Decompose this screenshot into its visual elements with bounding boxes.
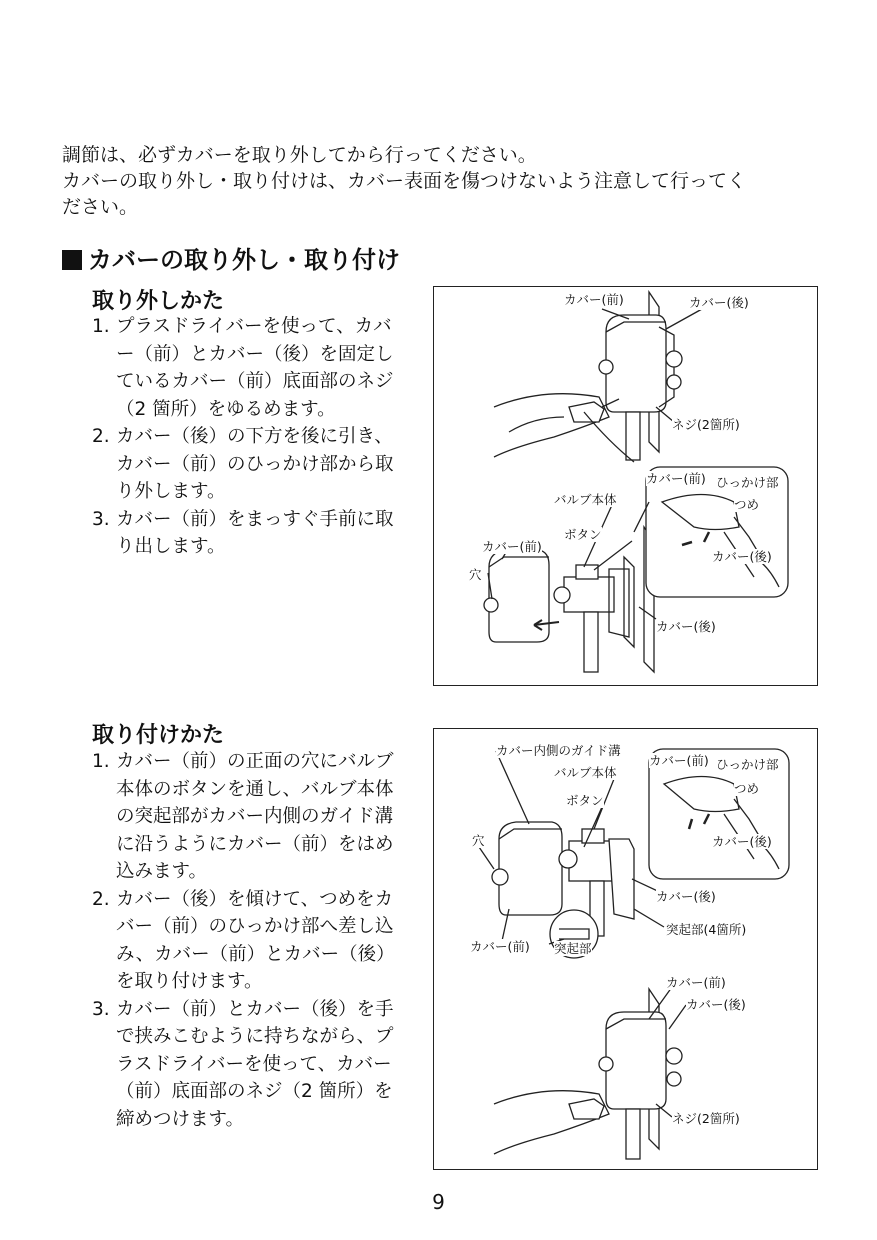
label-inset-cover-front: カバー(前) — [649, 753, 709, 768]
label-button: ボタン — [566, 793, 604, 808]
label-cover-front: カバー(前) — [564, 292, 624, 307]
label-hook: ひっかけ部 — [716, 475, 779, 490]
step-text: カバー（前）とカバー（後）を手で挟みこむように持ちながら、プラスドライバーを使って、カバー（前）底面部のネジ（2 箇所）を締めつけます。 — [116, 998, 394, 1130]
intro-line-2: カバーの取り外し・取り付けは、カバー表面を傷つけないよう注意して行ってく — [62, 170, 747, 192]
label-cover-front-left: カバー(前) — [482, 539, 542, 554]
section-title-text: カバーの取り外し・取り付け — [88, 246, 400, 274]
label-protrusion: 突起部 — [554, 941, 592, 956]
label-hook: ひっかけ部 — [716, 757, 779, 772]
label-claw: つめ — [734, 781, 760, 796]
label-cover-front-bottom: カバー(前) — [666, 975, 726, 990]
install-heading: 取り付けかた — [92, 723, 225, 748]
removal-step-1 — [92, 313, 408, 423]
label-hole: 穴 — [472, 833, 485, 848]
label-claw: つめ — [734, 497, 760, 512]
label-cover-back: カバー(後) — [689, 295, 749, 310]
label-valve-body: バルブ本体 — [554, 492, 617, 507]
label-screw: ネジ(2箇所) — [672, 1111, 740, 1126]
intro-text — [62, 142, 832, 220]
label-button: ボタン — [564, 527, 602, 542]
removal-step-3 — [92, 506, 408, 561]
install-step-1 — [92, 748, 408, 886]
removal-steps — [92, 313, 408, 561]
page-number: 9 — [432, 1190, 445, 1214]
removal-step-2 — [92, 423, 408, 506]
install-step-3 — [92, 996, 408, 1134]
step-number: 2. — [92, 888, 110, 910]
step-text: カバー（前）をまっすぐ手前に取り出します。 — [116, 508, 394, 557]
step-number: 1. — [92, 751, 110, 772]
step-number: 1. — [92, 316, 110, 337]
label-cover-back-bottom: カバー(後) — [656, 619, 716, 634]
label-valve-body: バルブ本体 — [554, 765, 617, 780]
label-protrusion-4: 突起部(4箇所) — [666, 922, 747, 937]
label-guide-groove: カバー内側のガイド溝 — [496, 743, 621, 758]
install-steps — [92, 748, 408, 1133]
step-text: カバー（後）を傾けて、つめをカバー（前）のひっかけ部へ差し込み、カバー（前）とカバー（後）を取り付けます。 — [116, 888, 395, 992]
step-number: 3. — [92, 998, 110, 1020]
install-figure — [433, 728, 818, 1170]
label-cover-back-bottom: カバー(後) — [686, 997, 746, 1012]
label-inset-cover-front: カバー(前) — [646, 471, 706, 486]
removal-heading: 取り外しかた — [92, 289, 225, 314]
step-number: 3. — [92, 508, 110, 530]
step-text: カバー（前）の正面の穴にバルブ本体のボタンを通し、バルブ本体の突起部がカバー内側のガイド溝に沿うようにカバー（前）をはめ込みます。 — [116, 751, 394, 882]
label-hole: 穴 — [469, 567, 482, 582]
install-step-2 — [92, 886, 408, 996]
label-inset-cover-back: カバー(後) — [712, 549, 772, 564]
removal-figure — [433, 286, 818, 686]
label-cover-back-mid: カバー(後) — [656, 889, 716, 904]
square-bullet-icon — [62, 250, 82, 270]
label-inset-cover-back: カバー(後) — [712, 834, 772, 849]
step-text: カバー（後）の下方を後に引き、カバー（前）のひっかけ部から取り外します。 — [116, 426, 394, 502]
section-title — [62, 240, 400, 275]
step-text: プラスドライバーを使って、カバー（前）とカバー（後）を固定しているカバー（前）底面部のネジ（2 箇所）をゆるめます。 — [116, 316, 394, 420]
step-number: 2. — [92, 426, 110, 447]
intro-line-1: 調節は、必ずカバーを取り外してから行ってください。 — [62, 144, 537, 166]
label-screw: ネジ(2箇所) — [672, 417, 740, 432]
intro-line-3: ださい。 — [62, 196, 139, 218]
label-cover-front-left: カバー(前) — [470, 939, 530, 954]
